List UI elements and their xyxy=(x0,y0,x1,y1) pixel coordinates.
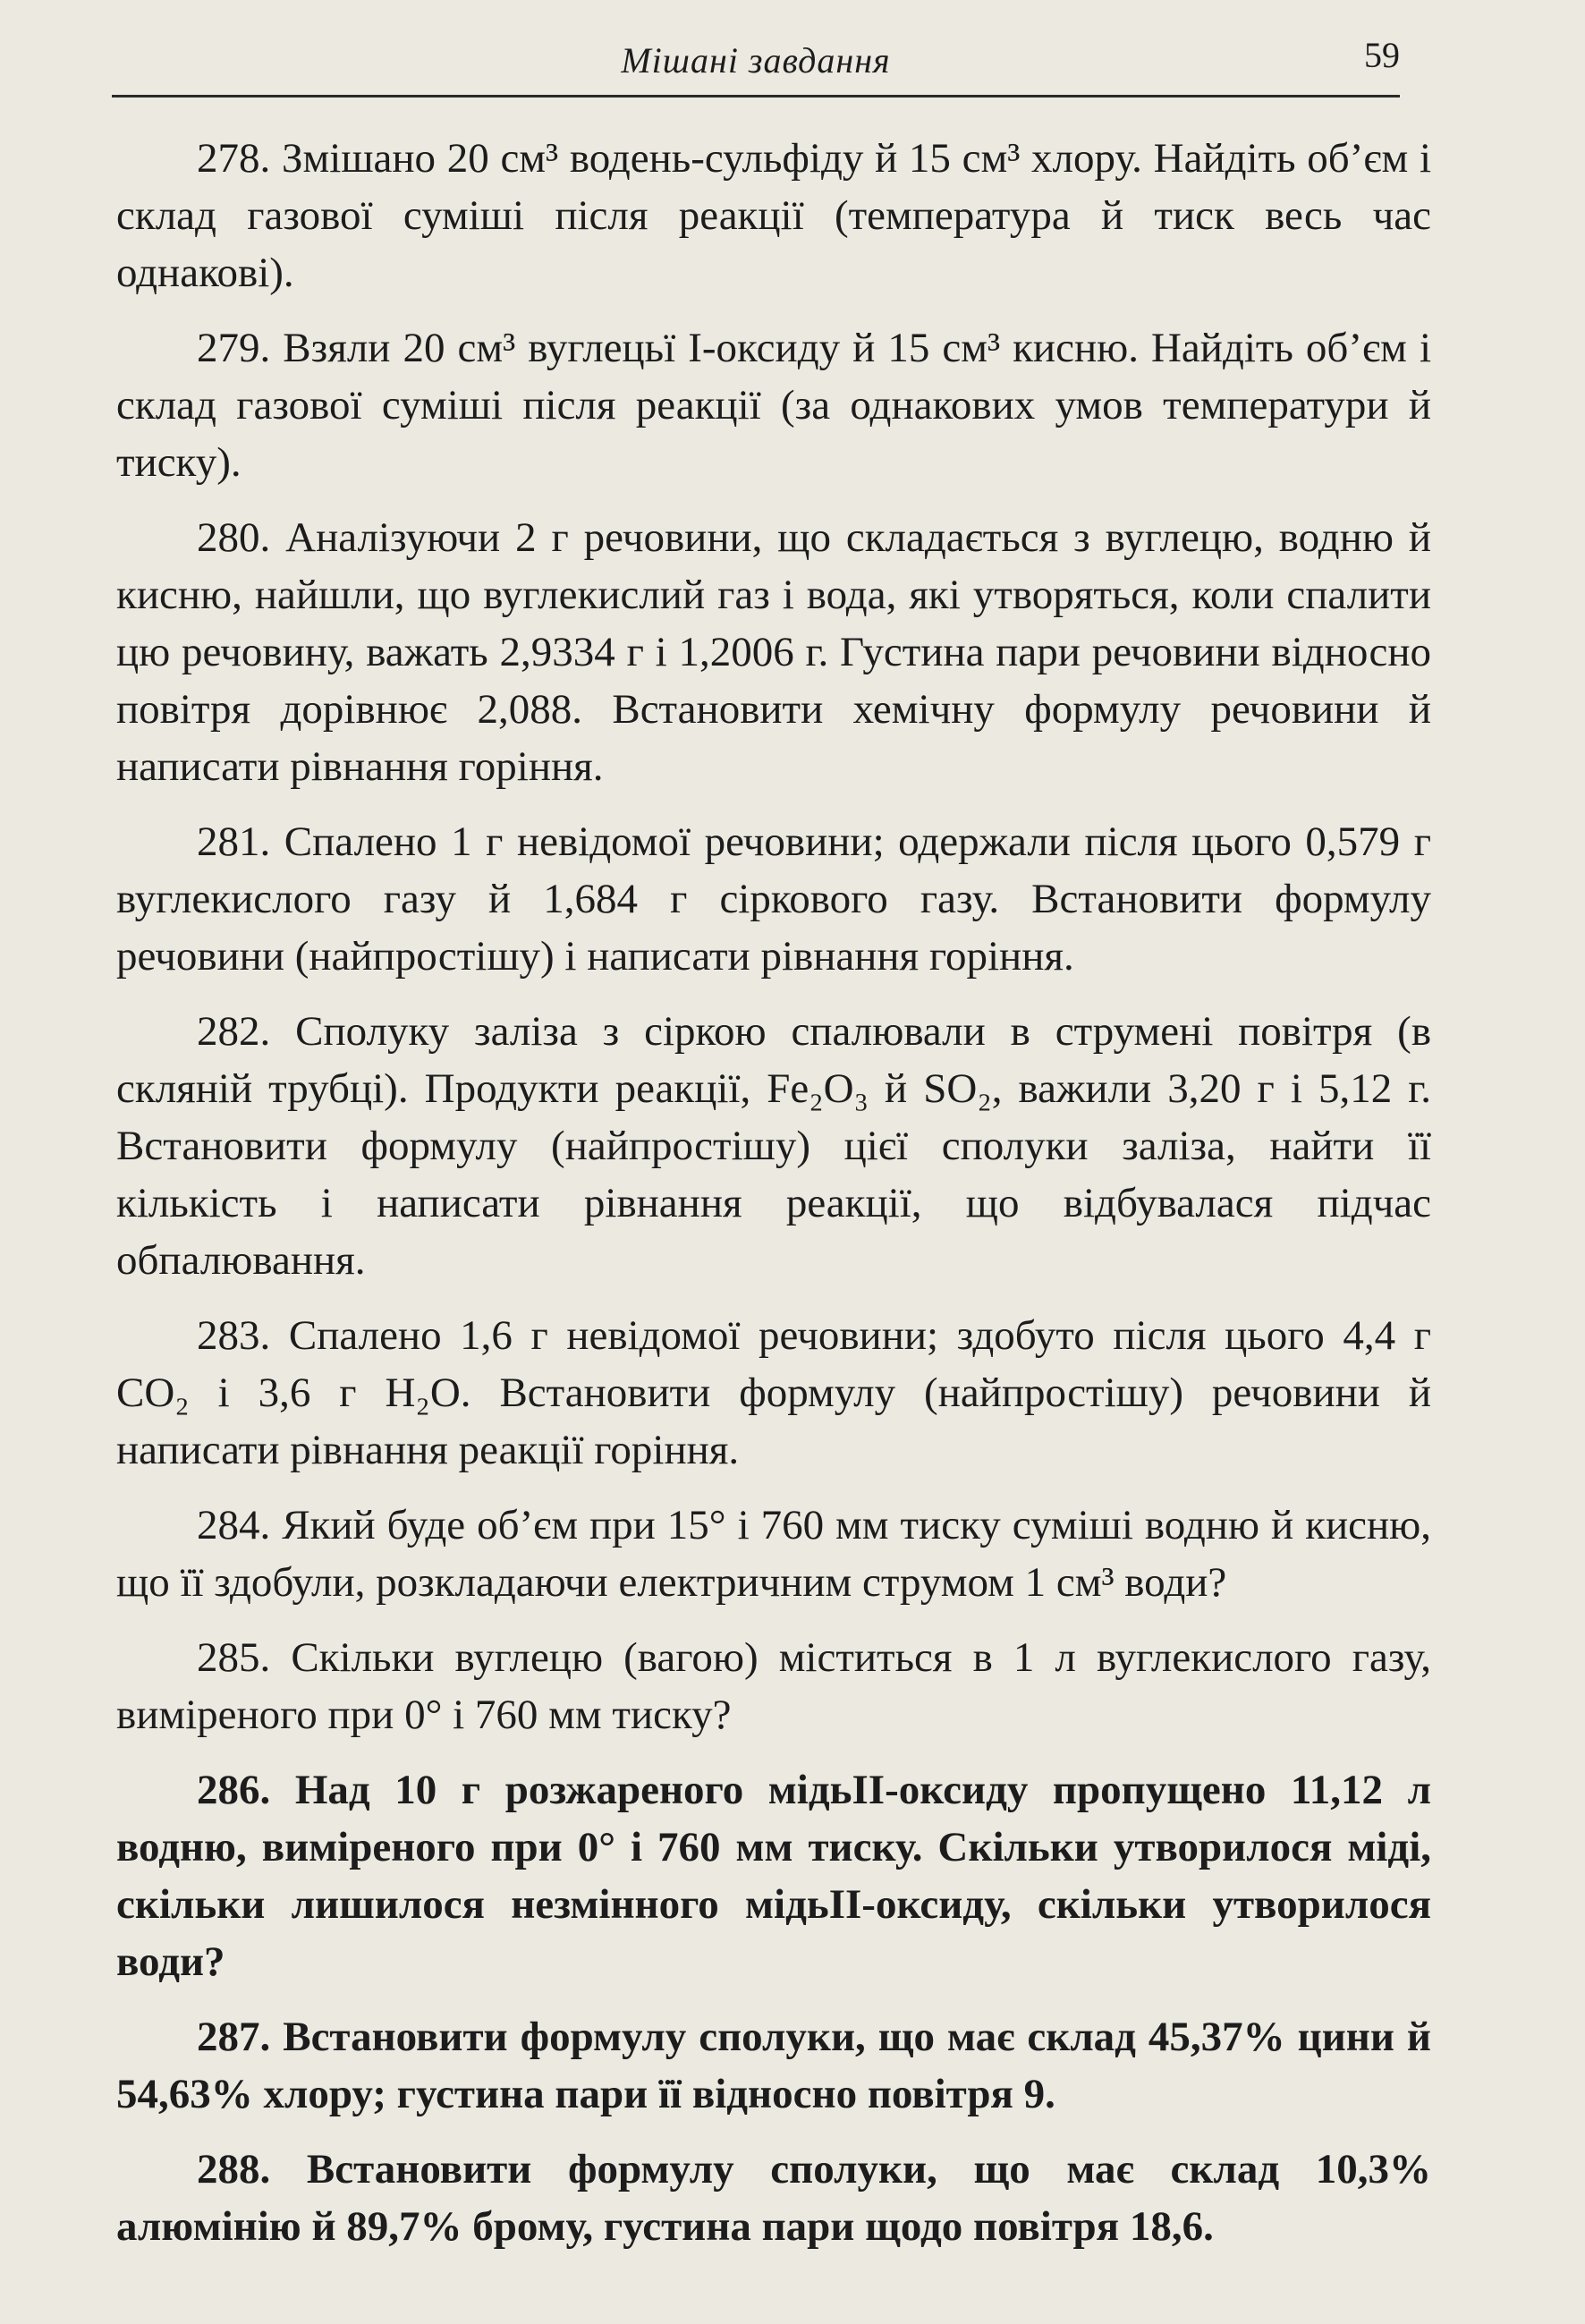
problem-number: 286. xyxy=(197,1767,271,1813)
problem-288 xyxy=(116,2141,1431,2255)
problem-number: 287. xyxy=(197,2014,271,2060)
problem-text: Який буде об’єм при 15° і 760 мм тиску суміші водню й кисню, що її здобули, розкладаючи електричним струмом 1 см³ води? xyxy=(116,1502,1431,1606)
problem-text: Сполуку заліза з сіркою спалювали в струмені повітря (в скляній трубці). Продукти реакції, Fe₂O₃ й SO₂, важили 3,20 г і 5,12 г. Встановити формулу (найпростішу) цієї сполуки заліза, найти її кількість і написати рівнання реакції, що відбувалася підчас обпалювання. xyxy=(116,1008,1432,1284)
problem-287 xyxy=(116,2008,1431,2123)
problem-text: Спалено 1,6 г невідомої речовини; здобуто після цього 4,4 г CO₂ і 3,6 г H₂O. Встановити формулу (найпростішу) речовини й написати рівнання реакції горіння. xyxy=(116,1312,1431,1473)
problem-text: Взяли 20 см³ вуглецьї І-оксиду й 15 см³ кисню. Найдіть об’єм і склад газової суміші після реакції (за однакових умов температури й тиску). xyxy=(116,325,1432,486)
problem-279 xyxy=(116,319,1431,491)
problem-text: Аналізуючи 2 г речовини, що складається з вуглецю, водню й кисню, найшли, що вуглекислий газ і вода, які утворяться, коли спалити цю речовину, важать 2,9334 г і 1,2006 г. Густина пари речовини відносно повітря дорівнює 2,088. Встановити хемічну формулу речовини й написати рівнання горіння. xyxy=(116,514,1431,790)
problem-number: 284. xyxy=(197,1502,271,1548)
problems-list xyxy=(116,130,1431,2273)
problem-283 xyxy=(116,1307,1431,1479)
problem-text: Встановити формулу сполуки, що має склад 10,3% алюмінію й 89,7% брому, густина пари щодо повітря 18,6. xyxy=(116,2146,1432,2250)
problem-number: 281. xyxy=(197,818,271,865)
problem-number: 279. xyxy=(197,325,271,371)
problem-text: Скільки вуглецю (вагою) міститься в 1 л вуглекислого газу, виміреного при 0° і 760 мм тиску? xyxy=(116,1634,1431,1738)
problem-text: Встановити формулу сполуки, що має склад 45,37% цини й 54,63% хлору; густина пари її відносно повітря 9. xyxy=(116,2014,1431,2117)
problem-285 xyxy=(116,1629,1431,1743)
problem-286 xyxy=(116,1761,1431,1990)
problem-number: 283. xyxy=(197,1312,271,1359)
problem-text: Спалено 1 г невідомої речовини; одержали після цього 0,579 г вуглекислого газу й 1,684 г сіркового газу. Встановити формулу речовини (найпростішу) і написати рівнання горіння. xyxy=(116,818,1431,980)
problem-number: 288. xyxy=(197,2146,271,2193)
running-title: Мішані завдання xyxy=(621,40,891,81)
problem-number: 280. xyxy=(197,514,271,561)
problem-number: 282. xyxy=(197,1008,271,1055)
problem-282 xyxy=(116,1003,1431,1289)
problem-number: 278. xyxy=(197,135,271,182)
page-number: 59 xyxy=(1364,35,1400,75)
problem-278 xyxy=(116,130,1431,301)
page-header xyxy=(112,23,1400,98)
problem-284 xyxy=(116,1497,1431,1611)
problem-280 xyxy=(116,509,1431,795)
problem-number: 285. xyxy=(197,1634,271,1681)
problem-text: Над 10 г розжареного мідьІІ-оксиду пропущено 11,12 л водню, виміреного при 0° і 760 мм тиску. Скільки утворилося міді, скільки лишилося незмінного мідьІІ-оксиду, скільки утворилося води? xyxy=(116,1767,1431,1985)
problem-text: Змішано 20 см³ водень-сульфіду й 15 см³ хлору. Найдіть об’єм і склад газової суміші після реакції (температура й тиск весь час однакові). xyxy=(116,135,1431,296)
problem-281 xyxy=(116,813,1431,985)
